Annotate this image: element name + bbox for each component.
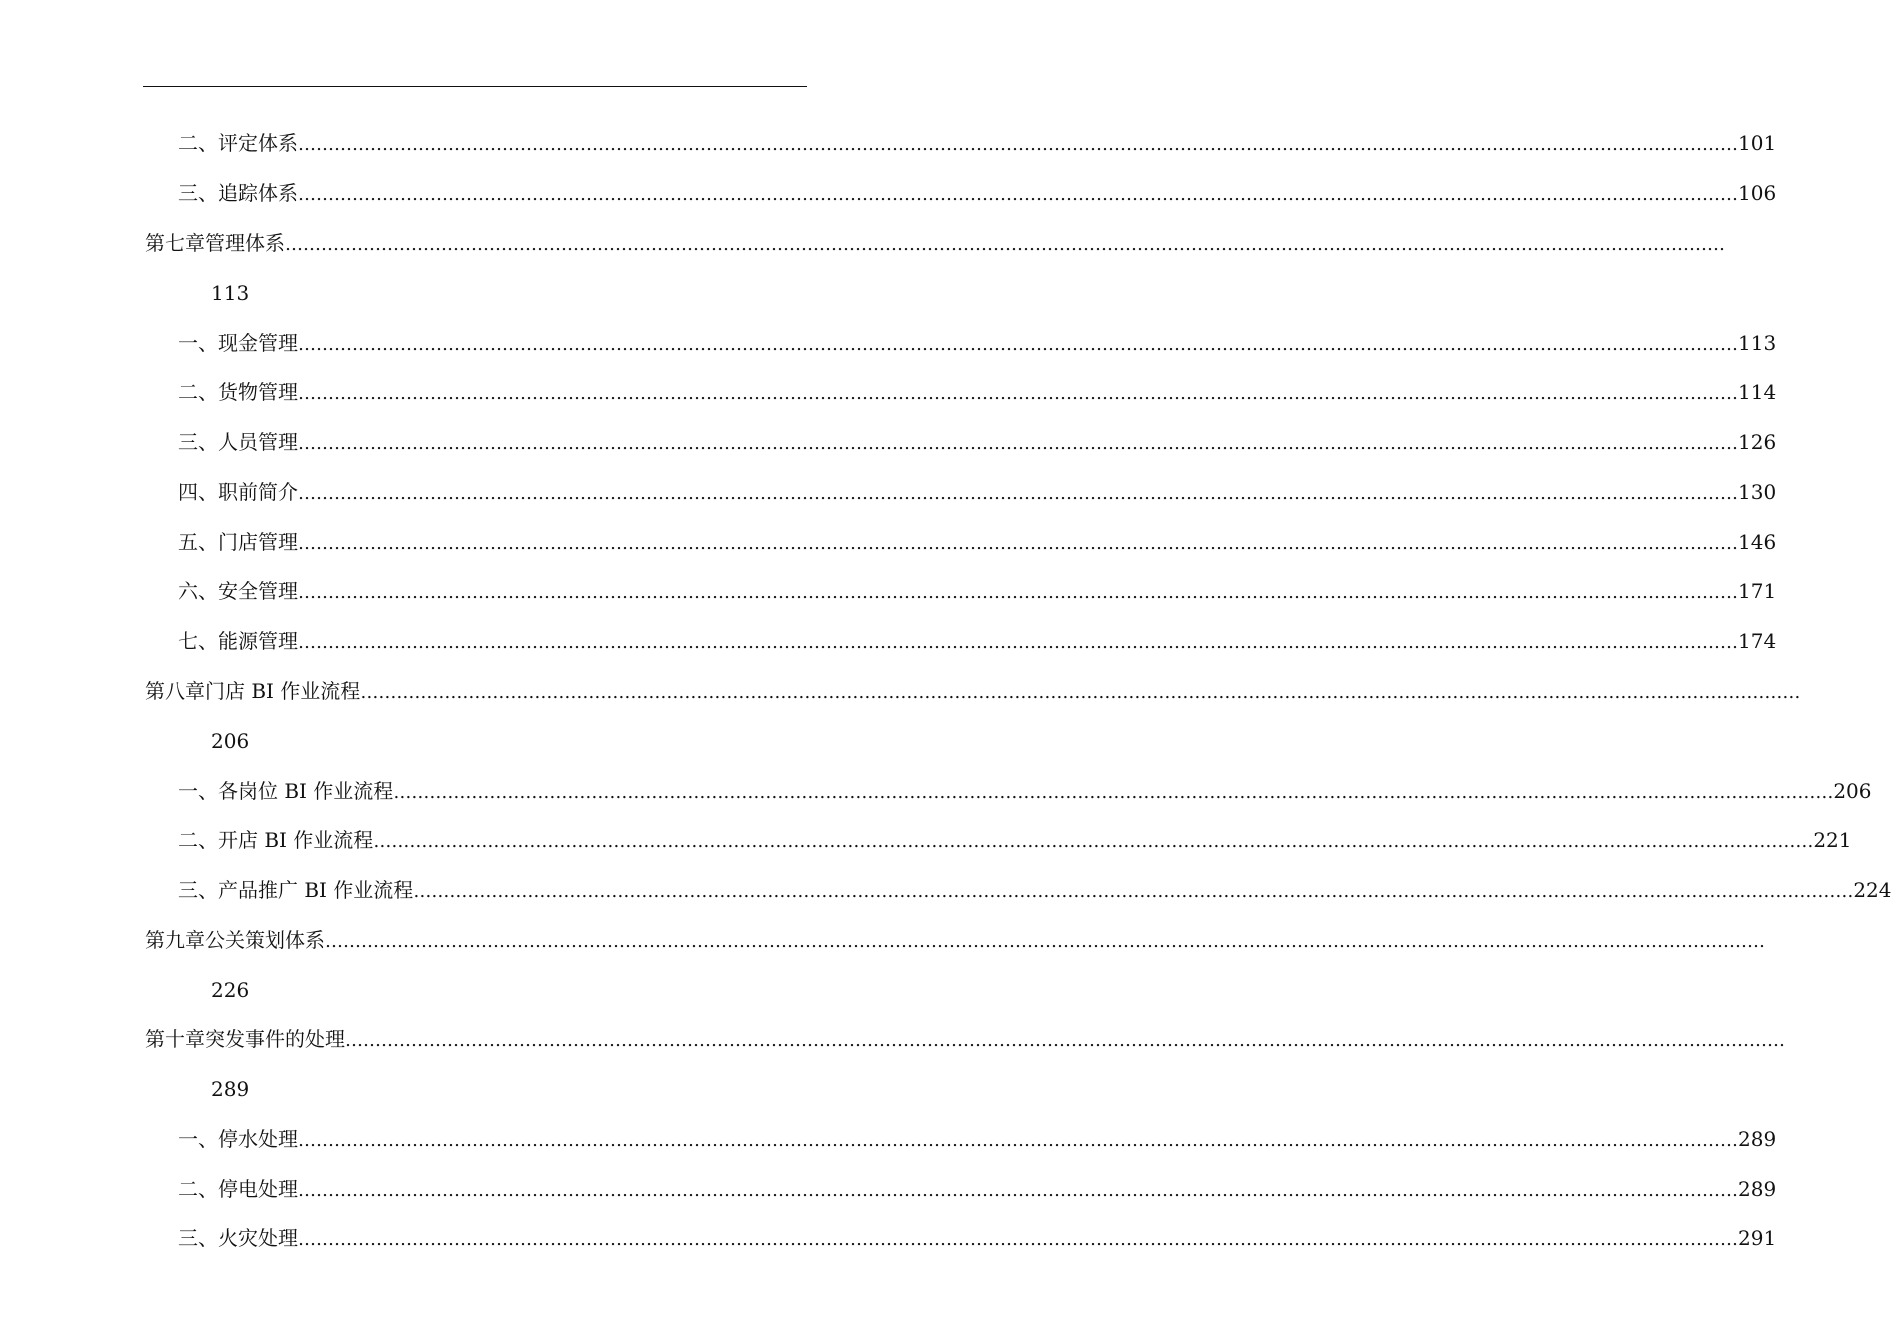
entry-page: 289: [1738, 1177, 1777, 1201]
dot-leader: ……………………………………………………………………………………………………………………………………………………………………………………………………………………: [298, 1130, 1738, 1151]
toc-chapter[interactable]: [145, 1024, 1785, 1054]
entry-number: 五、: [178, 530, 218, 554]
toc-entry[interactable]: [178, 527, 1777, 557]
header-rule: [143, 86, 807, 87]
chapter-page: 226: [211, 978, 250, 1002]
entry-page: 171: [1738, 579, 1777, 603]
dot-leader: ……………………………………………………………………………………………………………………………………………………………………………………………………………………: [298, 334, 1738, 355]
toc-entry[interactable]: [178, 626, 1777, 656]
entry-number: 三、: [178, 1226, 218, 1250]
entry-title: 能源管理: [218, 629, 298, 653]
chapter-title: 突发事件的处理: [205, 1027, 345, 1051]
dot-leader: ……………………………………………………………………………………………………………………………………………………………………………………………………………………: [345, 1030, 1785, 1051]
toc-entry[interactable]: [178, 875, 1892, 905]
toc-entry[interactable]: [178, 1124, 1777, 1154]
chapter-page: 206: [211, 729, 250, 753]
entry-title: 各岗位 BI 作业流程: [218, 779, 394, 803]
entry-number: 一、: [178, 1127, 218, 1151]
entry-number: 二、: [178, 131, 218, 155]
entry-number: 七、: [178, 629, 218, 653]
toc-chapter[interactable]: [145, 228, 1725, 258]
dot-leader: ……………………………………………………………………………………………………………………………………………………………………………………………………………………: [298, 483, 1738, 504]
entry-page: 126: [1738, 430, 1777, 454]
entry-title: 追踪体系: [218, 181, 298, 205]
entry-title: 停电处理: [218, 1177, 298, 1201]
entry-number: 二、: [178, 380, 218, 404]
chapter-label: 第九章: [145, 928, 205, 952]
dot-leader: ……………………………………………………………………………………………………………………………………………………………………………………………………………………: [393, 782, 1834, 803]
entry-number: 二、: [178, 1177, 218, 1201]
entry-page: 291: [1738, 1226, 1777, 1250]
dot-leader: ……………………………………………………………………………………………………………………………………………………………………………………………………………………: [298, 184, 1738, 205]
entry-title: 停水处理: [218, 1127, 298, 1151]
entry-page: 174: [1738, 629, 1777, 653]
dot-leader: ……………………………………………………………………………………………………………………………………………………………………………………………………………………: [298, 1229, 1738, 1250]
dot-leader: ……………………………………………………………………………………………………………………………………………………………………………………………………………………: [298, 383, 1738, 404]
toc-entry[interactable]: [178, 477, 1777, 507]
entry-page: 289: [1738, 1127, 1777, 1151]
chapter-label: 第七章: [145, 231, 205, 255]
chapter-page: 113: [211, 281, 250, 305]
entry-title: 职前简介: [218, 480, 298, 504]
entry-page: 101: [1738, 131, 1777, 155]
entry-page: 146: [1738, 530, 1777, 554]
entry-title: 产品推广 BI 作业流程: [218, 878, 414, 902]
toc-entry[interactable]: [178, 128, 1777, 158]
toc-entry[interactable]: [178, 427, 1777, 457]
toc-chapter[interactable]: [145, 925, 1765, 955]
toc-entry[interactable]: [178, 328, 1777, 358]
entry-number: 三、: [178, 181, 218, 205]
toc-entry[interactable]: [178, 825, 1852, 855]
chapter-label: 第八章: [145, 679, 205, 703]
chapter-title: 门店 BI 作业流程: [205, 679, 361, 703]
entry-number: 一、: [178, 779, 218, 803]
toc-entry[interactable]: [178, 576, 1777, 606]
entry-title: 货物管理: [218, 380, 298, 404]
toc-chapter[interactable]: [145, 676, 1801, 706]
entry-page: 130: [1738, 480, 1777, 504]
entry-number: 三、: [178, 878, 218, 902]
toc-entry[interactable]: [178, 776, 1872, 806]
dot-leader: ……………………………………………………………………………………………………………………………………………………………………………………………………………………: [298, 533, 1738, 554]
entry-title: 人员管理: [218, 430, 298, 454]
entry-title: 火灾处理: [218, 1226, 298, 1250]
toc-entry[interactable]: [178, 377, 1777, 407]
entry-number: 三、: [178, 430, 218, 454]
entry-page: 106: [1738, 181, 1777, 205]
entry-number: 一、: [178, 331, 218, 355]
dot-leader: ……………………………………………………………………………………………………………………………………………………………………………………………………………………: [373, 831, 1814, 852]
chapter-label: 第十章: [145, 1027, 205, 1051]
entry-page: 113: [1738, 331, 1777, 355]
dot-leader: ……………………………………………………………………………………………………………………………………………………………………………………………………………………: [298, 134, 1738, 155]
dot-leader: ……………………………………………………………………………………………………………………………………………………………………………………………………………………: [325, 931, 1765, 952]
entry-title: 开店 BI 作业流程: [218, 828, 374, 852]
dot-leader: ……………………………………………………………………………………………………………………………………………………………………………………………………………………: [298, 1180, 1738, 1201]
dot-leader: ……………………………………………………………………………………………………………………………………………………………………………………………………………………: [285, 234, 1725, 255]
entry-page: 114: [1738, 380, 1777, 404]
dot-leader: ……………………………………………………………………………………………………………………………………………………………………………………………………………………: [360, 682, 1801, 703]
dot-leader: ……………………………………………………………………………………………………………………………………………………………………………………………………………………: [298, 433, 1738, 454]
entry-number: 四、: [178, 480, 218, 504]
entry-page: 224: [1853, 878, 1892, 902]
entry-page: 206: [1833, 779, 1872, 803]
entry-number: 六、: [178, 579, 218, 603]
chapter-title: 管理体系: [205, 231, 285, 255]
dot-leader: ……………………………………………………………………………………………………………………………………………………………………………………………………………………: [298, 632, 1738, 653]
entry-page: 221: [1813, 828, 1852, 852]
toc-entry[interactable]: [178, 1223, 1777, 1253]
entry-number: 二、: [178, 828, 218, 852]
chapter-page: 289: [211, 1077, 250, 1101]
entry-title: 现金管理: [218, 331, 298, 355]
toc-entry[interactable]: [178, 178, 1777, 208]
entry-title: 门店管理: [218, 530, 298, 554]
dot-leader: ……………………………………………………………………………………………………………………………………………………………………………………………………………………: [413, 881, 1854, 902]
entry-title: 评定体系: [218, 131, 298, 155]
chapter-title: 公关策划体系: [205, 928, 325, 952]
entry-title: 安全管理: [218, 579, 298, 603]
dot-leader: ……………………………………………………………………………………………………………………………………………………………………………………………………………………: [298, 582, 1738, 603]
toc-entry[interactable]: [178, 1174, 1777, 1204]
